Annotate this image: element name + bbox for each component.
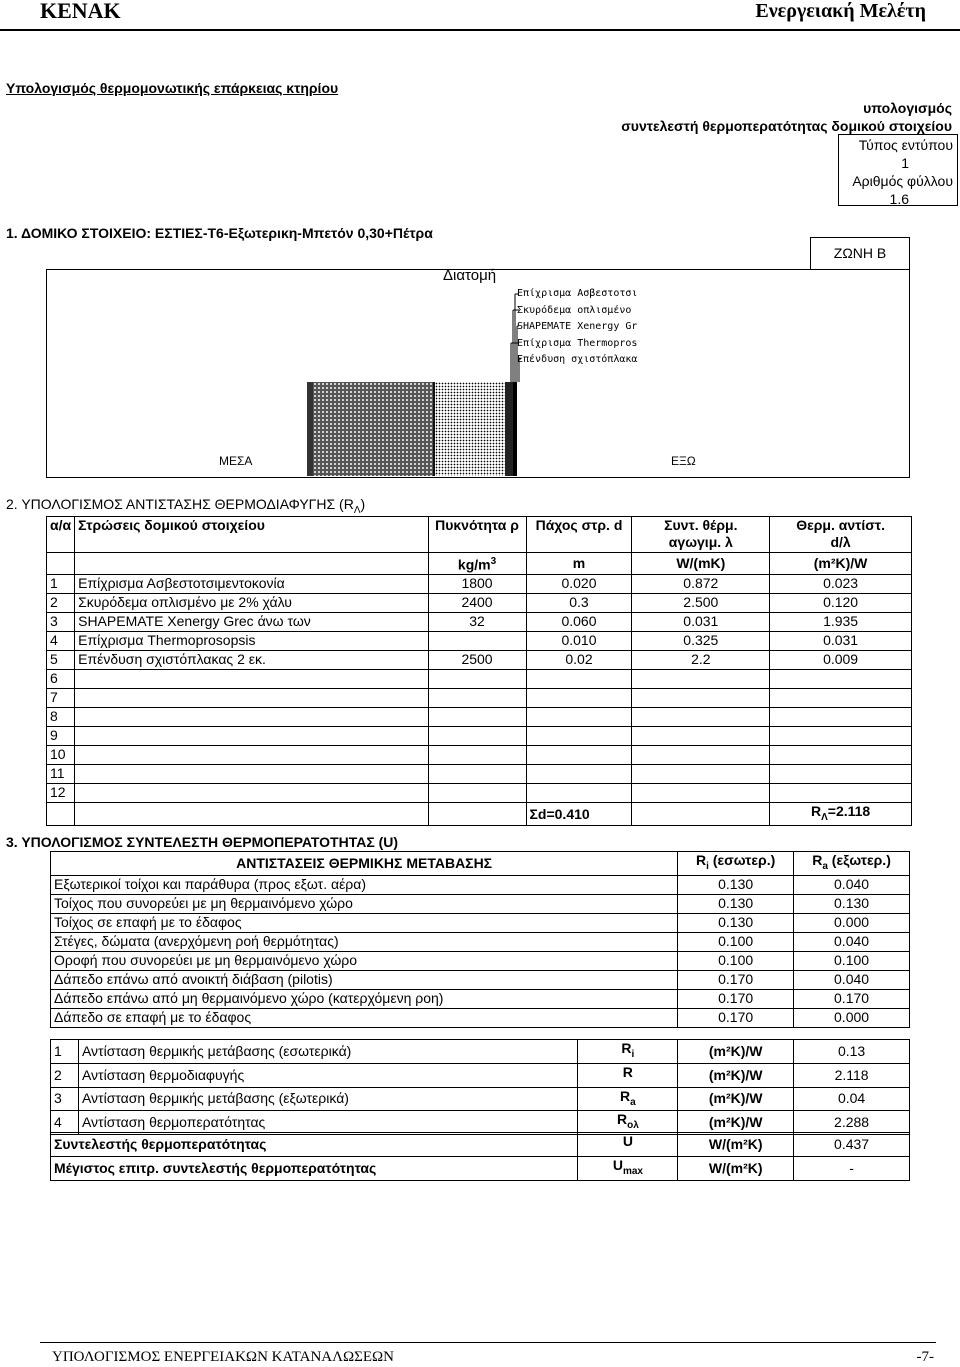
layer-index: 8 (47, 707, 75, 726)
layers-header-row (47, 517, 912, 553)
layer-conductivity (632, 688, 770, 707)
layers-units-row (47, 553, 912, 575)
coefficient-symbol: U (578, 1133, 678, 1157)
layer-name: Επίχρισμα Thermoprosopsis (75, 631, 428, 650)
layers-table (46, 516, 912, 826)
col-aa: α/α (47, 517, 75, 553)
calc-heading-line2: συντελεστή θερμοπερατότητας δομικού στοιχείου (621, 118, 952, 134)
cross-section-diagram (46, 269, 910, 478)
layer-resistance (770, 764, 912, 783)
col-thickness: Πάχος στρ. d (526, 517, 632, 553)
transition-ri: 0.100 (678, 951, 794, 970)
resistance-row (51, 1063, 910, 1087)
layer-thickness (526, 783, 632, 802)
layer-density: 2500 (428, 650, 526, 669)
layer-thickness (526, 669, 632, 688)
resistance-unit: (m²K)/W (678, 1063, 794, 1087)
layer-thickness: 0.010 (526, 631, 632, 650)
sum-resistance: $R_\Lambda=2.118$ (770, 802, 912, 826)
legend-item: Επένδυση σχιστόπλακα (517, 354, 638, 365)
layer-density (428, 707, 526, 726)
layer-row (47, 783, 912, 802)
transition-label: Οροφή που συνορεύει με μη θερμαινόμενο χώρο (51, 951, 678, 970)
layer-name (75, 726, 428, 745)
transition-ri: 0.170 (678, 970, 794, 989)
resistance-value: 2.118 (794, 1063, 910, 1087)
layer-plaster-outer (505, 382, 513, 476)
layer-row (47, 593, 912, 612)
layer-index: 5 (47, 650, 75, 669)
coefficient-symbol: $U_{max}$ (578, 1156, 678, 1180)
transition-row (51, 951, 910, 970)
layer-row (47, 631, 912, 650)
footer-divider (40, 1342, 936, 1343)
layer-resistance (770, 783, 912, 802)
layer-index: 1 (47, 574, 75, 593)
layer-row (47, 764, 912, 783)
layer-resistance (770, 745, 912, 764)
col-density: Πυκνότητα ρ (428, 517, 526, 553)
layer-index: 2 (47, 593, 75, 612)
layer-index: 10 (47, 745, 75, 764)
layer-row (47, 612, 912, 631)
layer-row (47, 574, 912, 593)
layer-name (75, 745, 428, 764)
layer-resistance: 0.120 (770, 593, 912, 612)
resistance-symbol: $R_i$ (578, 1040, 678, 1064)
transition-row (51, 913, 910, 932)
layer-density: 1800 (428, 574, 526, 593)
coefficient-label: Συντελεστής θερμοπερατότητας (51, 1133, 578, 1157)
layer-name (75, 783, 428, 802)
resistance-label: Αντίσταση θερμικής μετάβασης (εξωτερικά) (78, 1087, 577, 1111)
transition-ra: 0.130 (794, 894, 910, 913)
transition-header-ri: $R_i$ (εσωτερ.) (678, 852, 794, 876)
layer-density (428, 669, 526, 688)
transition-row (51, 970, 910, 989)
layer-conductivity (632, 726, 770, 745)
layer-concrete (313, 382, 433, 476)
resistance-value: 2.288 (794, 1111, 910, 1135)
layer-name (75, 688, 428, 707)
transition-row (51, 894, 910, 913)
col-lambda: Συντ. θέρμ. αγωγιμ. λ (632, 517, 770, 553)
layer-resistance: 1.935 (770, 612, 912, 631)
layer-name: SHAPEMATE Xenergy Grec άνω των (75, 612, 428, 631)
header-title: Ενεργειακή Μελέτη (755, 0, 926, 22)
transition-label: Εξωτερικοί τοίχοι και παράθυρα (προς εξωτ. αέρα) (51, 875, 678, 894)
layer-index: 3 (47, 612, 75, 631)
coefficient-unit: W/(m²K) (678, 1133, 794, 1157)
layer-density (428, 726, 526, 745)
resistance-index: 4 (51, 1111, 79, 1135)
form-type-value: 1 (901, 155, 909, 171)
resistance-label: Αντίσταση θερμικής μετάβασης (εσωτερικά) (78, 1040, 577, 1064)
layer-insulation (435, 382, 505, 476)
coefficient-value: 0.437 (794, 1133, 910, 1157)
layer-density: 32 (428, 612, 526, 631)
transition-ri: 0.130 (678, 913, 794, 932)
resistance-index: 3 (51, 1087, 79, 1111)
zone-label: ΖΩΝΗ Β (833, 245, 887, 261)
layer-conductivity (632, 764, 770, 783)
layer-resistance (770, 726, 912, 745)
layer-density (428, 745, 526, 764)
outside-label: ΕΞΩ (671, 454, 696, 468)
resistance-value: 0.13 (794, 1040, 910, 1064)
sheet-label: Αριθμός φύλλου (852, 173, 953, 189)
header-divider (0, 29, 960, 31)
calc-heading-line1: υπολογισμός (863, 100, 952, 116)
layer-conductivity: 2.500 (632, 593, 770, 612)
layer-density (428, 783, 526, 802)
transition-ri: 0.170 (678, 1008, 794, 1027)
section1-title: 1. ΔΟΜΙΚΟ ΣΤΟΙΧΕΙΟ: ΕΣΤΙΕΣ-Τ6-Εξωτερικη-Μπετόν 0,30+Πέτρα (6, 225, 433, 241)
section2-title: 2. ΥΠΟΛΟΓΙΣΜΟΣ ΑΝΤΙΣΤΑΣΗΣ ΘΕΡΜΟΔΙΑΦΥΓΗΣ $(R_\Lambda)$ (6, 496, 366, 516)
transition-label: Δάπεδο επάνω από μη θερμαινόμενο χώρο (κατερχόμενη ροη) (51, 989, 678, 1008)
form-title: Υπολογισμός θερμομονωτικής επάρκειας κτηρίου (6, 80, 339, 96)
transition-row (51, 1008, 910, 1027)
layer-conductivity: 0.872 (632, 574, 770, 593)
transition-ra: 0.040 (794, 932, 910, 951)
layer-resistance: 0.023 (770, 574, 912, 593)
layer-index: 9 (47, 726, 75, 745)
resistance-label: Αντίσταση θερμοπερατότητας (78, 1111, 577, 1135)
layer-thickness: 0.060 (526, 612, 632, 631)
layer-conductivity (632, 707, 770, 726)
transition-header-row (51, 852, 910, 876)
coefficient-row (51, 1156, 910, 1180)
layer-row (47, 745, 912, 764)
resistance-index: 1 (51, 1040, 79, 1064)
layer-name: Επένδυση σχιστόπλακας 2 εκ. (75, 650, 428, 669)
transition-label: Στέγες, δώματα (ανερχόμενη ροή θερμότητας) (51, 932, 678, 951)
transition-resistance-table (50, 851, 910, 1028)
legend-item: Επίχρισμα Thermopros (517, 337, 638, 349)
layer-row (47, 669, 912, 688)
layer-density (428, 631, 526, 650)
layers-sum-row (47, 802, 912, 826)
resistance-label: Αντίσταση θερμοδιαφυγής (78, 1063, 577, 1087)
resistance-unit: (m²K)/W (678, 1087, 794, 1111)
transition-ra: 0.100 (794, 951, 910, 970)
transition-ra: 0.000 (794, 1008, 910, 1027)
transition-ra: 0.170 (794, 989, 910, 1008)
layer-resistance (770, 707, 912, 726)
layer-thickness (526, 726, 632, 745)
resistance-symbol: $R_a$ (578, 1087, 678, 1111)
layer-conductivity (632, 783, 770, 802)
transition-header-label: ΑΝΤΙΣΤΑΣΕΙΣ ΘΕΡΜΙΚΗΣ ΜΕΤΑΒΑΣΗΣ (51, 852, 678, 876)
coefficient-row (51, 1133, 910, 1157)
calc-heading (621, 99, 952, 135)
transition-ra: 0.040 (794, 875, 910, 894)
inside-label: ΜΕΣΑ (219, 454, 253, 468)
resistance-summary-table (50, 1039, 910, 1135)
layer-cladding (513, 382, 517, 476)
coefficient-unit: W/(m²K) (678, 1156, 794, 1180)
layer-thickness (526, 707, 632, 726)
transition-label: Τοίχος που συνορεύει με μη θερμαινόμενο χώρο (51, 894, 678, 913)
transition-row (51, 989, 910, 1008)
page-number: -7- (916, 1349, 934, 1365)
coefficient-value: - (794, 1156, 910, 1180)
layer-resistance (770, 669, 912, 688)
transition-label: Δάπεδο επάνω από ανοικτή διάβαση (pilotis) (51, 970, 678, 989)
sheet-value: 1.6 (889, 191, 909, 207)
layer-density (428, 688, 526, 707)
layer-name (75, 707, 428, 726)
layer-name: Επίχρισμα Ασβεστοτσιμεντοκονία (75, 574, 428, 593)
transition-ri: 0.130 (678, 875, 794, 894)
transition-row (51, 875, 910, 894)
unit-resist: (m²K)/W (770, 553, 912, 575)
resistance-row (51, 1040, 910, 1064)
unit-lambda: W/(mK) (632, 553, 770, 575)
zone-box (810, 237, 910, 269)
layer-resistance: 0.031 (770, 631, 912, 650)
resistance-index: 2 (51, 1063, 79, 1087)
layer-row (47, 726, 912, 745)
layer-name: Σκυρόδεμα οπλισμένο με 2% χάλυ (75, 593, 428, 612)
layer-conductivity (632, 669, 770, 688)
layer-name (75, 669, 428, 688)
layer-thickness (526, 745, 632, 764)
layer-name (75, 764, 428, 783)
layer-thickness: 0.3 (526, 593, 632, 612)
transition-label: Δάπεδο σε επαφή με το έδαφος (51, 1008, 678, 1027)
form-type-label: Τύπος εντύπου (858, 137, 953, 153)
layer-index: 6 (47, 669, 75, 688)
unit-thickness: m (526, 553, 632, 575)
resistance-row (51, 1087, 910, 1111)
layer-row (47, 707, 912, 726)
layer-resistance (770, 688, 912, 707)
layer-index: 7 (47, 688, 75, 707)
layer-thickness (526, 764, 632, 783)
legend-item: Επίχρισμα Ασβεστοτσι (517, 288, 638, 299)
footer-title: ΥΠΟΛΟΓΙΣΜΟΣ ΕΝΕΡΓΕΙΑΚΩΝ ΚΑΤΑΝΑΛΩΣΕΩΝ (52, 1349, 395, 1365)
transition-ri: 0.170 (678, 989, 794, 1008)
transition-ri: 0.130 (678, 894, 794, 913)
resistance-symbol: $R_{o\lambda}$ (578, 1111, 678, 1135)
transition-ri: 0.100 (678, 932, 794, 951)
legend-item: Σκυρόδεμα οπλισμένο (517, 304, 632, 316)
sum-thickness: Σd=0.410 (526, 802, 632, 826)
resistance-value: 0.04 (794, 1087, 910, 1111)
header-brand: KENAK (40, 0, 121, 23)
transition-row (51, 932, 910, 951)
transition-ra: 0.000 (794, 913, 910, 932)
layer-conductivity: 0.325 (632, 631, 770, 650)
resistance-unit: (m²K)/W (678, 1040, 794, 1064)
transition-ra: 0.040 (794, 970, 910, 989)
layer-density (428, 764, 526, 783)
resistance-unit: (m²K)/W (678, 1111, 794, 1135)
layer-row (47, 650, 912, 669)
unit-density: $kg/m^3$ (428, 553, 526, 575)
layer-resistance: 0.009 (770, 650, 912, 669)
layer-thickness: 0.02 (526, 650, 632, 669)
layer-conductivity (632, 745, 770, 764)
layer-conductivity: 2.2 (632, 650, 770, 669)
layer-density: 2400 (428, 593, 526, 612)
section3-title: 3. ΥΠΟΛΟΓΙΣΜΟΣ ΣΥΝΤΕΛΕΣΤΗ ΘΕΡΜΟΠΕΡΑΤΟΤΗΤΑΣ (U) (6, 834, 399, 850)
resistance-symbol: R (578, 1063, 678, 1087)
layer-index: 12 (47, 783, 75, 802)
layer-thickness: 0.020 (526, 574, 632, 593)
col-resist: Θερμ. αντίστ. d/λ (770, 517, 912, 553)
layer-index: 11 (47, 764, 75, 783)
coefficient-label: Μέγιστος επιτρ. συντελεστής θερμοπερατότητας (51, 1156, 578, 1180)
coefficient-table (50, 1132, 910, 1181)
col-layers: Στρώσεις δομικού στοιχείου (75, 517, 428, 553)
transition-label: Τοίχος σε επαφή με το έδαφος (51, 913, 678, 932)
transition-header-ra: $R_a$ (εξωτερ.) (794, 852, 910, 876)
form-info-box (838, 134, 958, 206)
layer-thickness (526, 688, 632, 707)
layer-row (47, 688, 912, 707)
layer-index: 4 (47, 631, 75, 650)
layer-conductivity: 0.031 (632, 612, 770, 631)
legend-item: SHAPEMATE Xenergy Gr (517, 321, 638, 332)
diagram-title: Διατομή (443, 267, 497, 284)
